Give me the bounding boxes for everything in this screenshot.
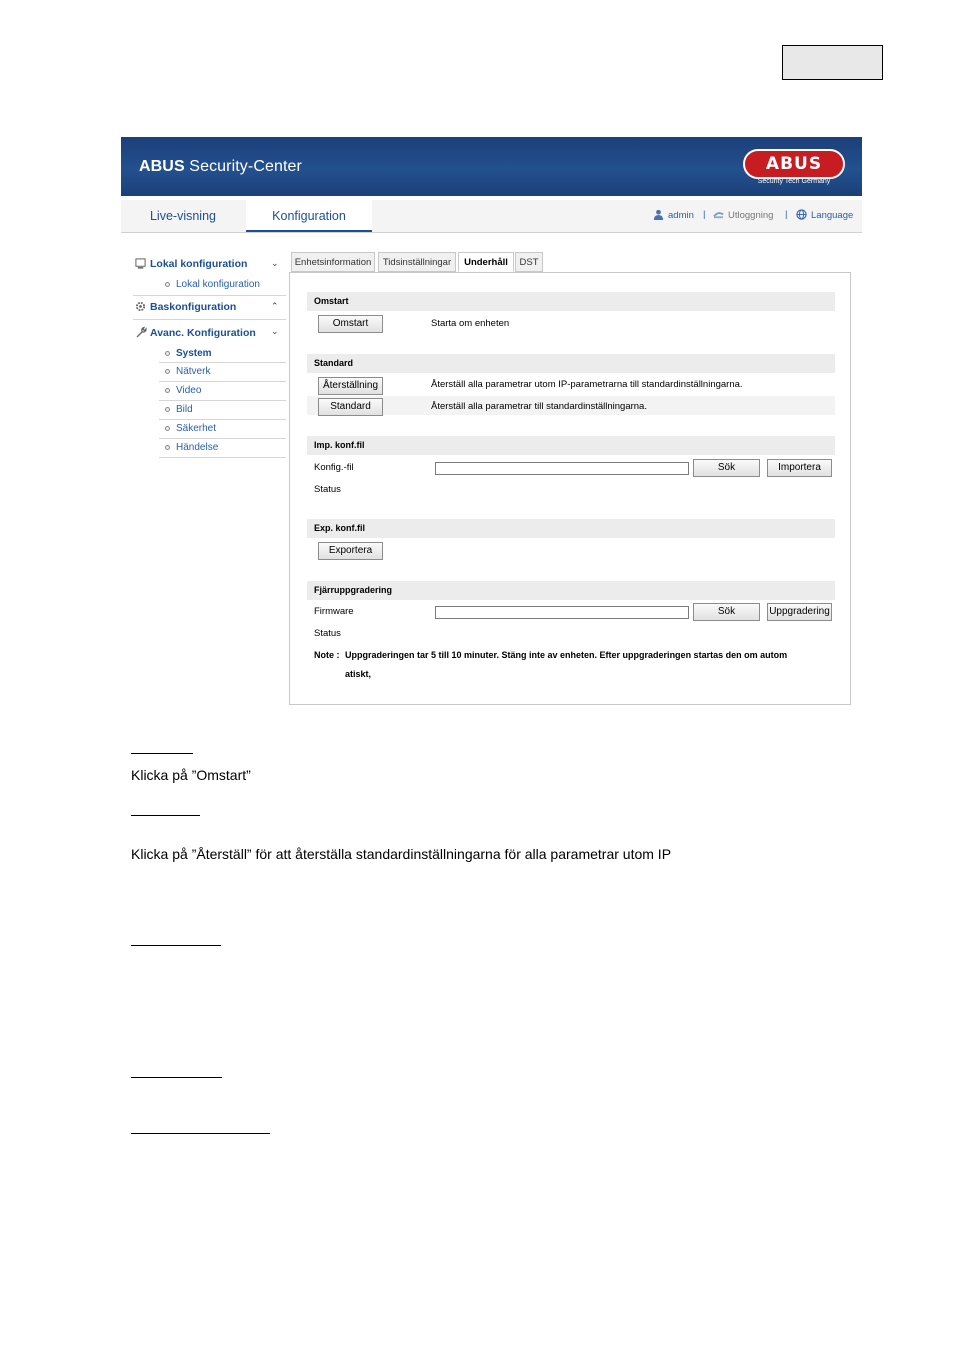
note-text-line1: Uppgraderingen tar 5 till 10 minuter. Stäng inte av enheten. Efter uppgraderingen startas den om autom: [345, 650, 788, 660]
bullet-icon: [165, 426, 170, 431]
section-import-title: Imp. konf.fil: [307, 436, 835, 455]
logo-subtitle: Security Tech Germany: [757, 178, 831, 185]
sidebar-item-local-config[interactable]: Lokal konfiguration: [165, 279, 260, 290]
divider: [159, 419, 286, 420]
section-default-title: Standard: [307, 354, 835, 373]
instruction-reset: Klicka på ”Återställ” för att återställa standardinställningarna för alla parametrar utom IP: [131, 846, 672, 862]
user-link[interactable]: admin: [653, 209, 694, 221]
divider: [159, 362, 286, 363]
separator: |: [703, 209, 706, 220]
maintenance-panel: [289, 272, 851, 705]
monitor-icon: [135, 258, 146, 269]
sidebar-item-image[interactable]: Bild: [165, 404, 193, 415]
import-status-label: Status: [314, 484, 341, 495]
tab-maintenance[interactable]: Underhåll: [458, 252, 514, 272]
main-nav: [121, 200, 862, 233]
bullet-icon: [165, 282, 170, 287]
config-file-label: Konfig.-fil: [314, 462, 354, 473]
logout-icon: [713, 209, 724, 220]
chevron-down-icon[interactable]: ⌄: [271, 326, 279, 336]
divider: [159, 381, 286, 382]
sidebar-basic-config-head[interactable]: Baskonfiguration: [135, 301, 236, 313]
nav-live-view[interactable]: Live-visning: [149, 209, 216, 223]
sidebar-item-video[interactable]: Video: [165, 385, 201, 396]
sidebar-local-config-head[interactable]: Lokal konfiguration: [135, 258, 247, 270]
section-export-title: Exp. konf.fil: [307, 519, 835, 538]
export-button[interactable]: Exportera: [318, 542, 383, 560]
heading-underline: [131, 753, 193, 754]
sidebar-advanced-config-head[interactable]: Avanc. Konfiguration: [135, 326, 256, 339]
abus-logo: ABUS: [743, 149, 845, 179]
divider: [133, 295, 286, 296]
section-upgrade-title: Fjärruppgradering: [307, 581, 835, 600]
sidebar-item-security[interactable]: Säkerhet: [165, 423, 216, 434]
divider: [159, 457, 286, 458]
divider: [159, 438, 286, 439]
default-description: Återställ alla parametrar till standardinställningarna.: [431, 401, 647, 412]
logout-link[interactable]: Utloggning: [713, 209, 773, 221]
reset-button[interactable]: Återställning: [318, 377, 383, 395]
sidebar-item-system[interactable]: System: [165, 348, 212, 359]
screenshot-frame: [121, 137, 862, 707]
tab-dst[interactable]: DST: [515, 252, 543, 272]
sidebar-item-network[interactable]: Nätverk: [165, 366, 210, 377]
default-button[interactable]: Standard: [318, 398, 383, 416]
upgrade-browse-button[interactable]: Sök: [693, 603, 760, 621]
heading-underline: [131, 815, 200, 816]
divider: [159, 400, 286, 401]
gear-icon: [135, 301, 146, 312]
firmware-label: Firmware: [314, 606, 354, 617]
tab-device-info[interactable]: Enhetsinformation: [291, 252, 375, 272]
restart-description: Starta om enheten: [431, 318, 510, 329]
separator: |: [785, 209, 788, 220]
heading-underline: [131, 945, 221, 946]
nav-configuration[interactable]: Konfiguration: [246, 200, 372, 232]
heading-underline: [131, 1133, 270, 1134]
upgrade-button[interactable]: Uppgradering: [767, 603, 832, 621]
import-button[interactable]: Importera: [767, 459, 832, 477]
wrench-icon: [135, 326, 147, 338]
bullet-icon: [165, 351, 170, 356]
header-banner: [121, 137, 862, 196]
bullet-icon: [165, 445, 170, 450]
brand-title: ABUS Security-Center: [139, 158, 302, 175]
section-restart-title: Omstart: [307, 292, 835, 311]
bullet-icon: [165, 369, 170, 374]
chevron-up-icon[interactable]: ⌃: [271, 301, 279, 311]
note-text-line2: atiskt,: [345, 669, 372, 679]
user-icon: [653, 209, 664, 220]
import-browse-button[interactable]: Sök: [693, 459, 760, 477]
bullet-icon: [165, 407, 170, 412]
tab-time-settings[interactable]: Tidsinställningar: [378, 252, 456, 272]
language-link[interactable]: Language: [796, 209, 853, 221]
restart-button[interactable]: Omstart: [318, 315, 383, 333]
heading-underline: [131, 1077, 222, 1078]
bullet-icon: [165, 388, 170, 393]
note-label: Note :: [314, 650, 340, 660]
firmware-input[interactable]: [435, 606, 689, 619]
reset-description: Återställ alla parametrar utom IP-parametrarna till standardinställningarna.: [431, 379, 743, 390]
page-number-box: [782, 45, 883, 80]
instruction-restart: Klicka på ”Omstart”: [131, 767, 251, 783]
upgrade-status-label: Status: [314, 628, 341, 639]
config-file-input[interactable]: [435, 462, 689, 475]
sidebar-item-event[interactable]: Händelse: [165, 442, 218, 453]
divider: [133, 319, 286, 320]
globe-icon: [796, 209, 807, 220]
chevron-down-icon[interactable]: ⌄: [271, 258, 279, 268]
